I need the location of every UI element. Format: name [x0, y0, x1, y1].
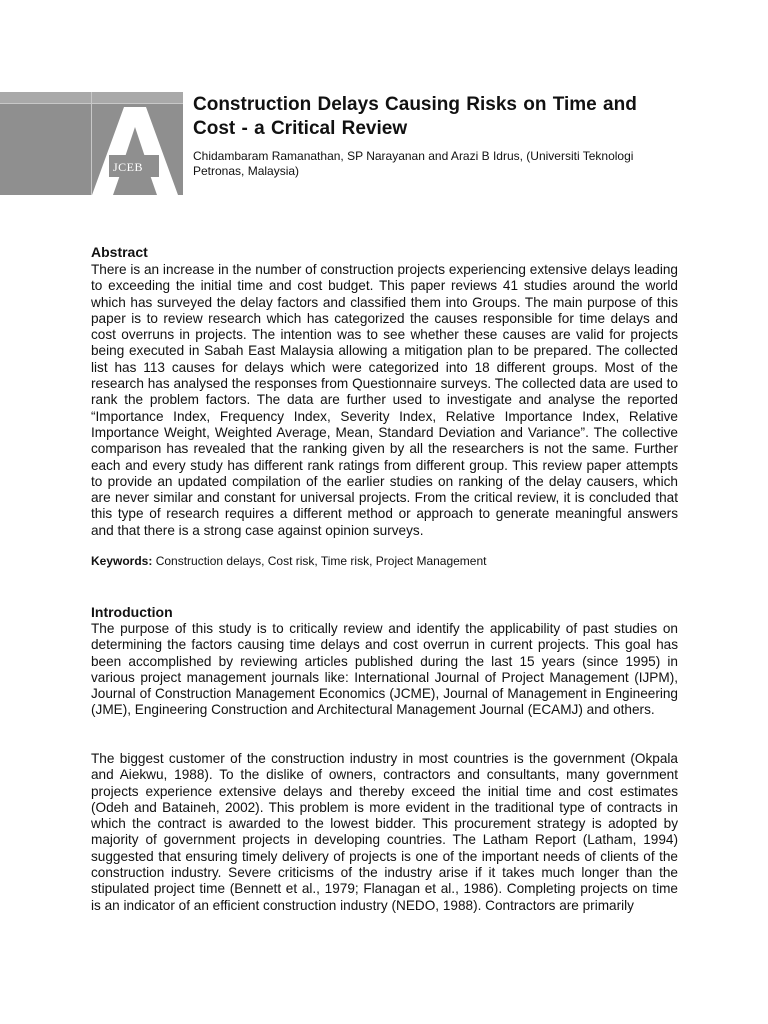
introduction-heading: Introduction — [91, 604, 173, 620]
logo-letter-a-icon — [0, 92, 183, 195]
keywords-value: Construction delays, Cost risk, Time risk, Project Management — [155, 554, 487, 568]
keywords-label: Keywords: — [91, 554, 153, 568]
paper-authors — [193, 149, 673, 179]
keywords-line — [91, 554, 487, 568]
paper-header — [193, 93, 683, 179]
paper-title — [193, 93, 683, 141]
paper-title-line1: Construction Delays Causing Risks on Time and — [193, 94, 637, 115]
paper-title-line2: Cost - a Critical Review — [193, 118, 408, 139]
logo-text: JCEB — [113, 160, 144, 174]
authors-line2: Petronas, Malaysia) — [193, 164, 300, 178]
abstract-heading: Abstract — [91, 244, 148, 260]
introduction-paragraph-1: The purpose of this study is to critically review and identify the applicability of past studies on determining the factors causing time delays and cost overrun in current projects. This goal has been accomplished by reviewing articles published during the last 15 years (since 1995) in various project management journals like: International Journal of Project Management (IJPM), Journal of Construction Management Economics (JCME), Journal of Management in Engineering (JME), Engineering Construction and Architectural Management Journal (ECAMJ) and others. — [91, 621, 678, 718]
introduction-paragraph-2: The biggest customer of the construction industry in most countries is the government (Okpala and Aiekwu, 1988). To the dislike of owners, contractors and consultants, many government projects experience extensive delays and thereby exceed the initial time and cost estimates (Odeh and Bataineh, 2002). This problem is more evident in the traditional type of contracts in which the contract is awarded to the lowest bidder. This procurement strategy is adopted by majority of government projects in developing countries. The Latham Report (Latham, 1994) suggested that ensuring timely delivery of projects is one of the important needs of clients of the construction industry. Severe criticisms of the industry arise if it takes much longer than the stipulated project time (Bennett et al., 1979; Flanagan et al., 1986). Completing projects on time is an indicator of an efficient construction industry (NEDO, 1988). Contractors are primarily — [91, 751, 678, 913]
abstract-body: There is an increase in the number of construction projects experiencing extensive delays leading to exceeding the initial time and cost budget. This paper reviews 41 studies around the world which has surveyed the delay factors and classified them into Groups. The main purpose of this paper is to review research which has categorized the causes responsible for time delays and cost overruns in projects. The intention was to see whether these causes are valid for projects being executed in Sabah East Malaysia allowing a mitigation plan to be prepared. The collected list has 113 causes for delays which were categorized into 18 different groups. Most of the research has analysed the responses from Questionnaire surveys. The collected data are used to rank the problem factors. The data are further used to investigate and analyse the reported “Importance Index, Frequency Index, Severity Index, Relative Importance Index, Relative Importance Weight, Weighted Average, Mean, Standard Deviation and Variance”. The collective comparison has revealed that the ranking given by all the researchers is not the same. Further each and every study has different rank ratings from different group. This review paper attempts to provide an updated compilation of the earlier studies on ranking of the delay causers, which are never similar and constant for universal projects. From the critical review, it is concluded that this type of research requires a different method or approach to generate meaningful answers and that there is a strong case against opinion surveys. — [91, 262, 678, 538]
authors-line1: Chidambaram Ramanathan, SP Narayanan and Arazi B Idrus, (Universiti Teknologi — [193, 149, 634, 163]
journal-logo — [0, 92, 183, 195]
